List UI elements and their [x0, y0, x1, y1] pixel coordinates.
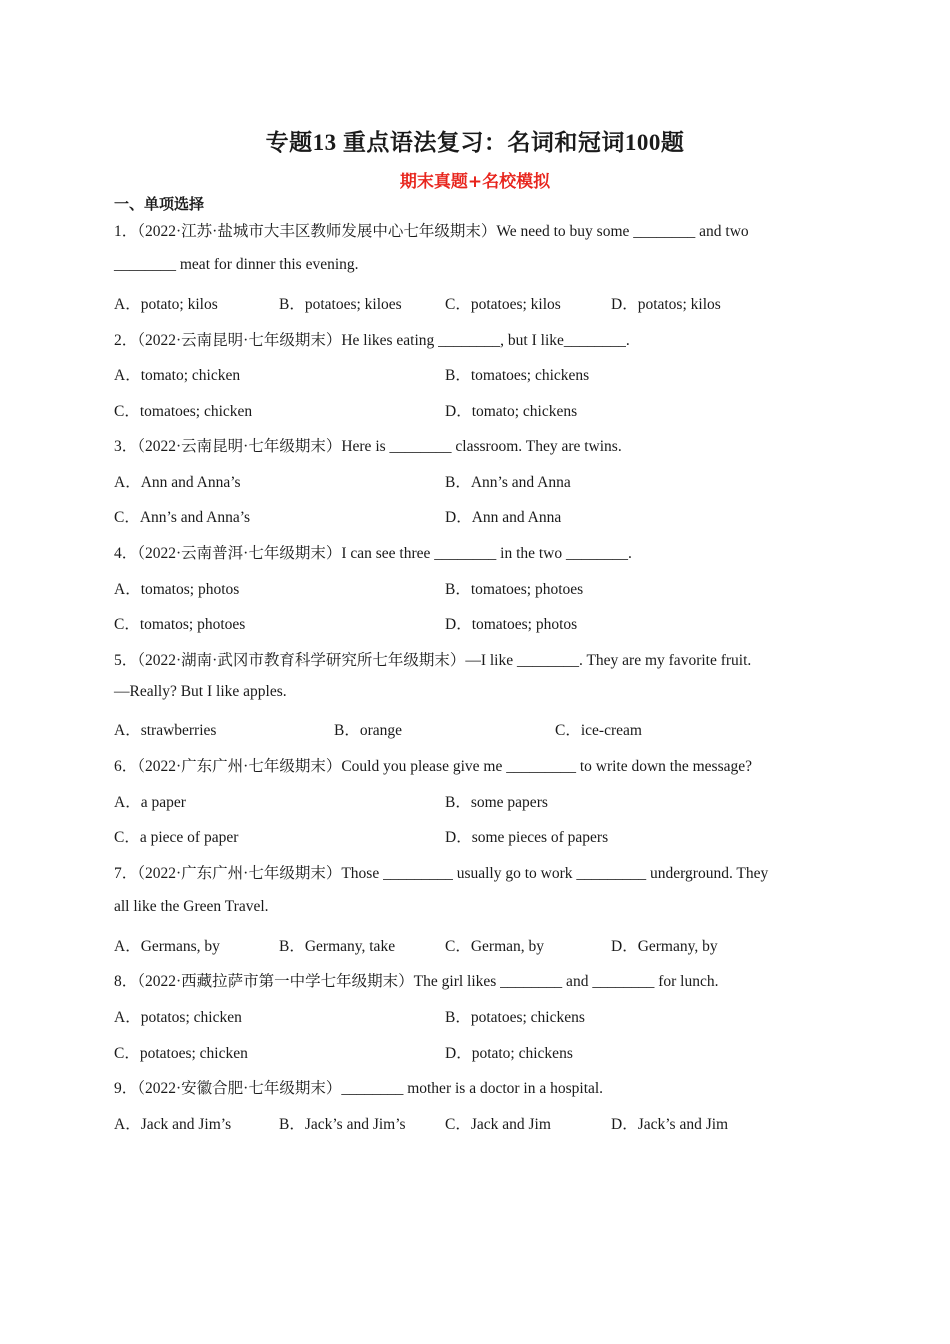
question-3-option-b: B．Ann’s and Anna [445, 474, 571, 491]
question-1-option-a: A．potato; kilos [114, 296, 218, 313]
question-9-option-c: C．Jack and Jim [445, 1116, 551, 1133]
question-8-option-b: B．potatoes; chickens [445, 1009, 585, 1026]
section-heading: 一、单项选择 [114, 195, 205, 213]
question-4-option-b: B．tomatoes; photoes [445, 581, 584, 598]
question-9-option-d: D．Jack’s and Jim [611, 1116, 729, 1133]
question-2-option-c: C．tomatoes; chicken [114, 403, 253, 420]
document-subtitle: 期末真题+名校模拟 [399, 172, 551, 192]
question-1-option-c: C．potatoes; kilos [445, 296, 561, 313]
question-4-option-a: A．tomatos; photos [114, 581, 240, 598]
question-3-stem: 3．（2022·云南昆明·七年级期末）Here is ________ classroom. They are twins. [114, 438, 622, 455]
question-4-option-d: D．tomatoes; photos [445, 616, 578, 633]
question-4-stem: 4．（2022·云南普洱·七年级期末）I can see three ________ in the two ________. [114, 545, 632, 562]
question-8-stem: 8．（2022·西藏拉萨市第一中学七年级期末）The girl likes ________ and ________ for lunch. [114, 973, 719, 990]
question-7-option-a: A．Germans, by [114, 938, 220, 955]
question-1-stem: 1．（2022·江苏·盐城市大丰区教师发展中心七年级期末）We need to buy some ________ and two [114, 223, 749, 240]
question-2-option-d: D．tomato; chickens [445, 403, 578, 420]
question-6-stem: 6．（2022·广东广州·七年级期末）Could you please give me _________ to write down the message? [114, 758, 752, 775]
question-7-stem-cont: all like the Green Travel. [114, 898, 269, 915]
question-9-option-a: A．Jack and Jim’s [114, 1116, 232, 1133]
question-1-option-b: B．potatoes; kiloes [279, 296, 402, 313]
question-3-option-c: C．Ann’s and Anna’s [114, 509, 251, 526]
question-7-stem: 7．（2022·广东广州·七年级期末）Those _________ usually go to work _________ underground. They [114, 865, 769, 882]
question-6-option-b: B．some papers [445, 794, 548, 811]
question-9-stem: 9．（2022·安徽合肥·七年级期末）________ mother is a doctor in a hospital. [114, 1080, 604, 1097]
question-8-option-d: D．potato; chickens [445, 1045, 573, 1062]
question-5-stem-cont: —Really? But I like apples. [114, 683, 287, 700]
question-7-option-c: C．German, by [445, 938, 545, 955]
question-8-option-a: A．potatos; chicken [114, 1009, 242, 1026]
document-title: 专题13 重点语法复习：名词和冠词100题 [265, 130, 685, 155]
question-2-option-a: A．tomato; chicken [114, 367, 241, 384]
question-3-option-a: A．Ann and Anna’s [114, 474, 241, 491]
question-2-option-b: B．tomatoes; chickens [445, 367, 590, 384]
question-4-option-c: C．tomatos; photoes [114, 616, 246, 633]
question-7-option-d: D．Germany, by [611, 938, 718, 955]
question-9-option-b: B．Jack’s and Jim’s [279, 1116, 406, 1133]
question-5-option-b: B．orange [334, 722, 403, 739]
question-7-option-b: B．Germany, take [279, 938, 396, 955]
question-6-option-c: C．a piece of paper [114, 829, 239, 846]
question-8-option-c: C．potatoes; chicken [114, 1045, 248, 1062]
question-5-option-a: A．strawberries [114, 722, 217, 739]
question-1-stem-cont: ________ meat for dinner this evening. [114, 256, 359, 273]
question-2-stem: 2．（2022·云南昆明·七年级期末）He likes eating ________, but I like________. [114, 332, 630, 349]
question-1-option-d: D．potatos; kilos [611, 296, 721, 313]
question-6-option-a: A．a paper [114, 794, 186, 811]
question-6-option-d: D．some pieces of papers [445, 829, 609, 846]
question-3-option-d: D．Ann and Anna [445, 509, 562, 526]
question-5-option-c: C．ice-cream [555, 722, 642, 739]
question-5-stem: 5．（2022·湖南·武冈市教育科学研究所七年级期末）—I like ________. They are my favorite fruit. [114, 652, 752, 669]
